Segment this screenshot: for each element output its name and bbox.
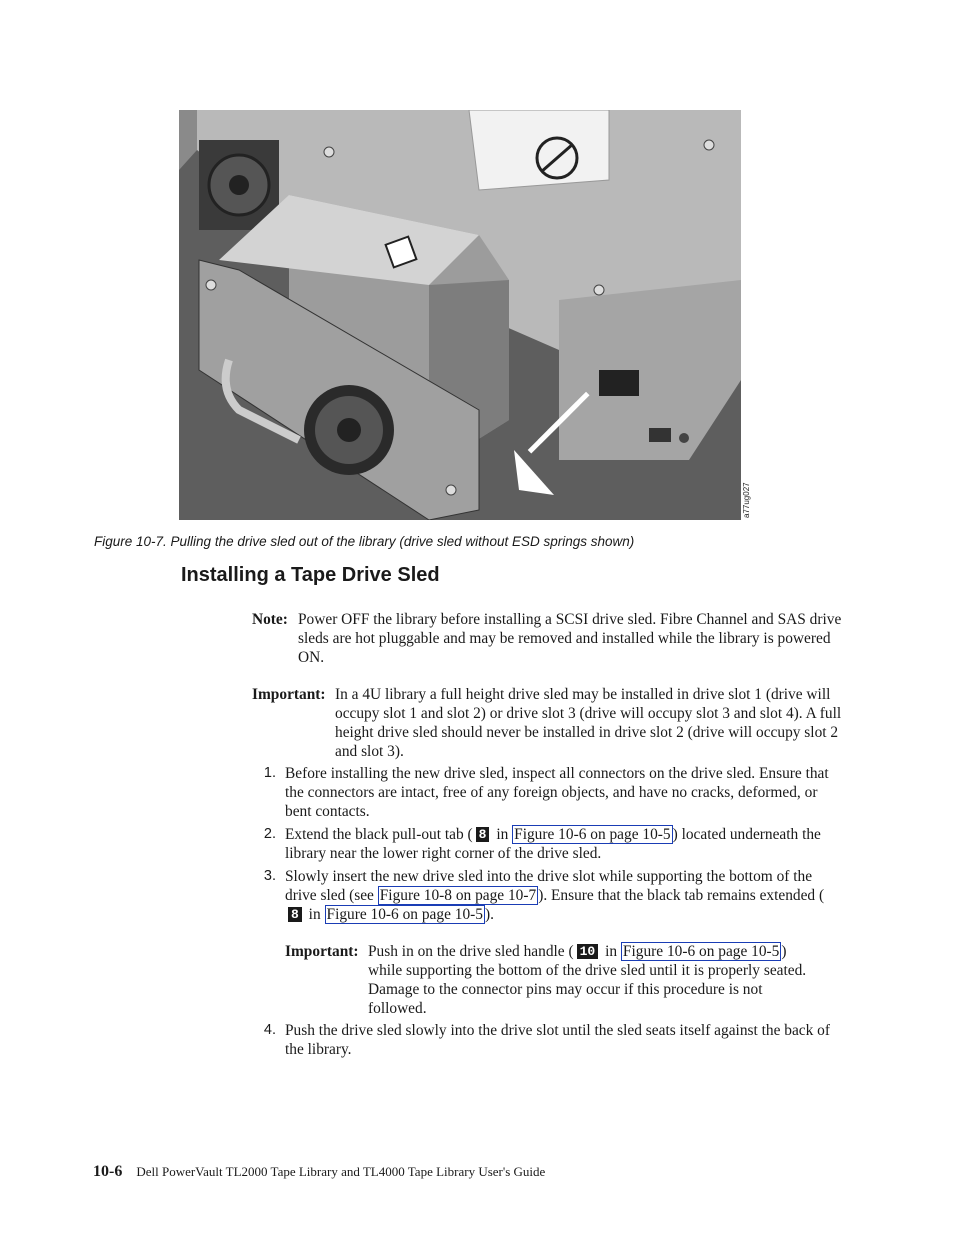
- step-text: [285, 867, 840, 924]
- important-label: Important:: [285, 943, 359, 960]
- step-text: Push the drive sled slowly into the drive slot until the sled seats itself against the back of the library.: [285, 1022, 830, 1058]
- step-number: 2.: [263, 826, 276, 842]
- callout-badge: 8: [476, 827, 490, 842]
- section-heading: Installing a Tape Drive Sled: [181, 564, 440, 586]
- figure-link[interactable]: Figure 10-6 on page 10-5: [326, 906, 483, 923]
- important-text-pre: Push in on the drive sled handle (: [368, 943, 574, 960]
- step-number: 3.: [263, 868, 276, 884]
- figure-link[interactable]: Figure 10-6 on page 10-5: [514, 826, 671, 843]
- figure-link[interactable]: Figure 10-8 on page 10-7: [379, 887, 537, 904]
- step-text: [285, 825, 840, 863]
- step-text: Before installing the new drive sled, inspect all connectors on the drive sled. Ensure that the connectors are intact, free of any foreign objects, and have no cracks, deformed, or bent contacts.: [285, 765, 829, 820]
- step-text-pre: Slowly insert the new drive sled into the drive slot while supporting the bottom of the drive sled (see: [285, 868, 813, 904]
- step-number: 4.: [263, 1022, 276, 1038]
- figure-image-id: a77ug027: [742, 482, 751, 518]
- callout-badge: 8: [288, 907, 302, 922]
- step-text-mid: in: [496, 826, 509, 843]
- important-text: In a 4U library a full height drive sled may be installed in drive slot 1 (drive will occupy slot 1 and slot 2) or drive slot 3 (drive will occupy slot 3 and slot 4). A full height drive sled should never be installed in drive slot 2 (drive will occupy slot 2 and slot 3).: [335, 686, 842, 760]
- tape-library-illustration: [179, 110, 741, 520]
- page-footer: [93, 1163, 545, 1181]
- figure-link[interactable]: Figure 10-6 on page 10-5: [622, 943, 780, 960]
- figure-caption: Figure 10-7. Pulling the drive sled out of the library (drive sled without ESD springs shown): [94, 534, 635, 549]
- step-text-pre: Extend the black pull-out tab (: [285, 826, 473, 843]
- callout-badge: 10: [577, 944, 599, 959]
- page-number: 10-6: [93, 1163, 123, 1180]
- important-label: Important:: [252, 686, 326, 703]
- step-number: 1.: [263, 765, 276, 781]
- important-text: [368, 942, 813, 1018]
- important-text-post: ) while supporting the bottom of the drive sled until it is properly seated. Damage to the connector pins may occur if this procedure is not followed.: [368, 943, 807, 1017]
- step-text-post: ).: [484, 906, 494, 923]
- step-text-mid: in: [308, 906, 321, 923]
- figure-photo: [179, 110, 741, 520]
- step-text-post: ) located underneath the library near the lower right corner of the drive sled.: [285, 826, 821, 862]
- note-label: Note:: [252, 611, 288, 628]
- note-text: Power OFF the library before installing a SCSI drive sled. Fibre Channel and SAS drive sleds are hot pluggable and may be removed and installed while the library is powered ON.: [298, 611, 842, 666]
- document-title: Dell PowerVault TL2000 Tape Library and TL4000 Tape Library User's Guide: [136, 1164, 546, 1179]
- important-text-mid: in: [605, 943, 618, 960]
- step-text-mid: ). Ensure that the black tab remains extended (: [538, 887, 825, 904]
